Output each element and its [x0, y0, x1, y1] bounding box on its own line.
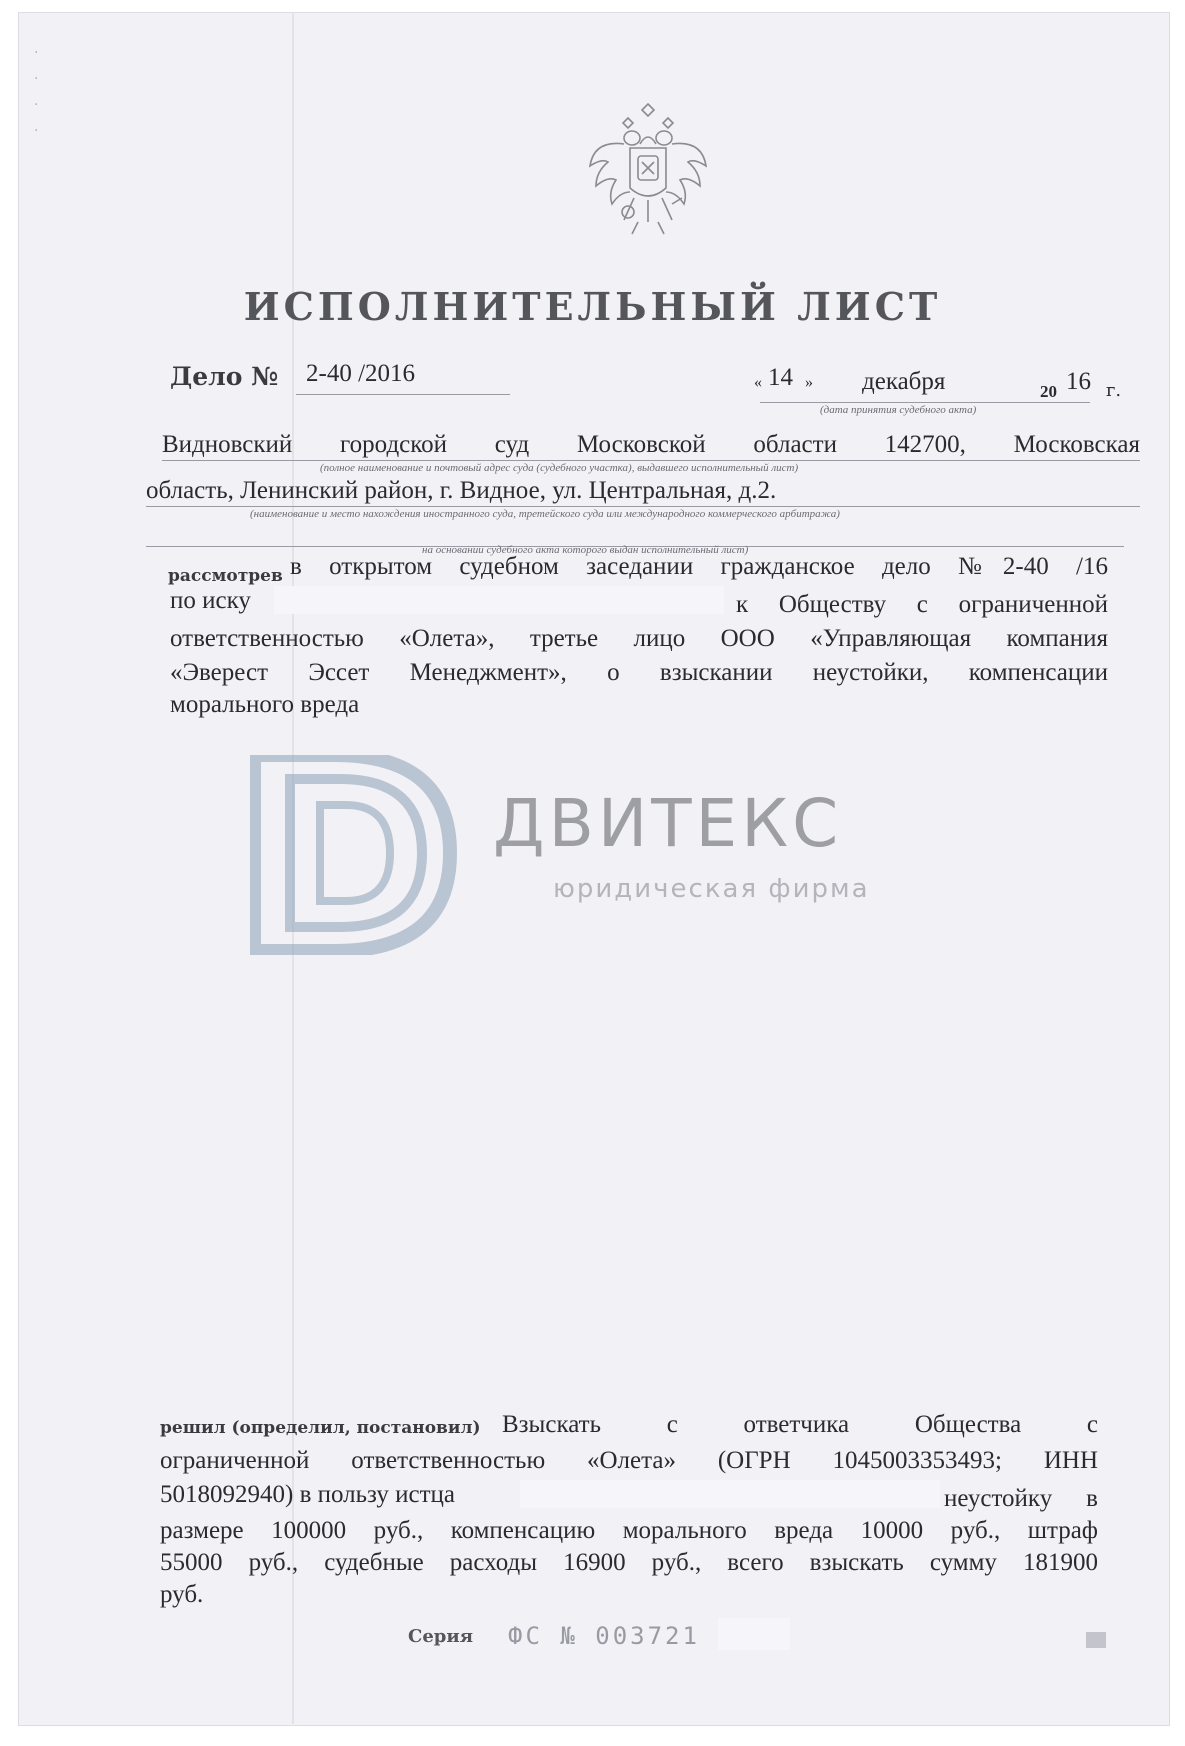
- punch-marks: · · · ·: [34, 45, 39, 139]
- redacted-plaintiff: [274, 586, 724, 614]
- court-line-1: Видновский городской суд Московской области 142700, Московская: [162, 431, 1140, 458]
- considered-line-5: морального вреда: [170, 691, 360, 718]
- date-underline: [760, 402, 1090, 403]
- redacted-series-suffix: [718, 1618, 790, 1650]
- case-number: 2-40 /2016: [306, 360, 416, 387]
- decision-line-3-start: 5018092940) в пользу истца: [160, 1481, 456, 1508]
- case-number-label: Дело №: [170, 362, 279, 391]
- case-number-underline: [296, 394, 510, 395]
- considered-line-3: ответственностью «Олета», третье лицо ООО «Управляющая компания: [170, 625, 1108, 652]
- date-year-unit: г.: [1106, 380, 1122, 401]
- document-title: ИСПОЛНИТЕЛЬНЫЙ ЛИСТ: [243, 284, 942, 329]
- court-line-1-rule: [162, 460, 1140, 461]
- watermark-subtitle: юридическая фирма: [553, 874, 870, 904]
- court-line-2-rule: [146, 506, 1140, 507]
- date-year-prefix: 20: [1040, 382, 1057, 401]
- date-close-quote: »: [805, 374, 813, 391]
- decision-line-5: 55000 руб., судебные расходы 16900 руб., всего взыскать сумму 181900: [160, 1549, 1098, 1576]
- considered-line-2-start: по иску: [170, 587, 251, 614]
- russian-coat-of-arms-icon: [588, 100, 708, 240]
- watermark-name: ДВИТЕКС: [493, 785, 843, 862]
- date-year-suffix: 16: [1066, 368, 1091, 395]
- decision-line-6: руб.: [160, 1581, 204, 1608]
- date-month: декабря: [862, 368, 946, 395]
- date-open-quote: «: [754, 374, 762, 391]
- considered-label: рассмотрев: [168, 566, 283, 586]
- decision-label: решил (определил, постановил): [160, 1418, 481, 1438]
- considered-line-4: «Эверест Эссет Менеджмент», о взыскании неустойки, компенсации: [170, 659, 1108, 686]
- series-label: Серия: [408, 1626, 474, 1647]
- considered-line-1: в открытом судебном заседании гражданское дело №2-40 /16: [290, 553, 1108, 580]
- court-hint-3: на основании судебного акта которого выдан исполнительный лист): [422, 544, 749, 556]
- decision-line-4: размере 100000 руб., компенсацию морального вреда 10000 руб., штраф: [160, 1517, 1098, 1544]
- series-number: ФС № 003721: [508, 1622, 700, 1650]
- date-day: 14: [768, 364, 793, 391]
- court-line-2: область, Ленинский район, г. Видное, ул. Центральная, д.2.: [146, 477, 777, 504]
- decision-line-1: Взыскать с ответчика Общества с: [502, 1411, 1098, 1438]
- decision-line-2: ограниченной ответственностью «Олета» (ОГРН 1045003353493; ИНН: [160, 1447, 1098, 1474]
- decision-line-3-end: неустойку в: [944, 1485, 1098, 1512]
- date-hint: (дата принятия судебного акта): [820, 404, 977, 416]
- court-hint-1: (полное наименование и почтовый адрес суда (судебного участка), выдавшего исполнительный лист): [320, 462, 799, 474]
- considered-line-2-end: к Обществу с ограниченной: [736, 591, 1108, 618]
- corner-mark: [1086, 1632, 1106, 1648]
- court-hint-2: (наименование и место нахождения иностранного суда, третейского суда или международного коммерческого арбитража): [250, 508, 840, 520]
- redacted-plaintiff-decision: [520, 1480, 940, 1508]
